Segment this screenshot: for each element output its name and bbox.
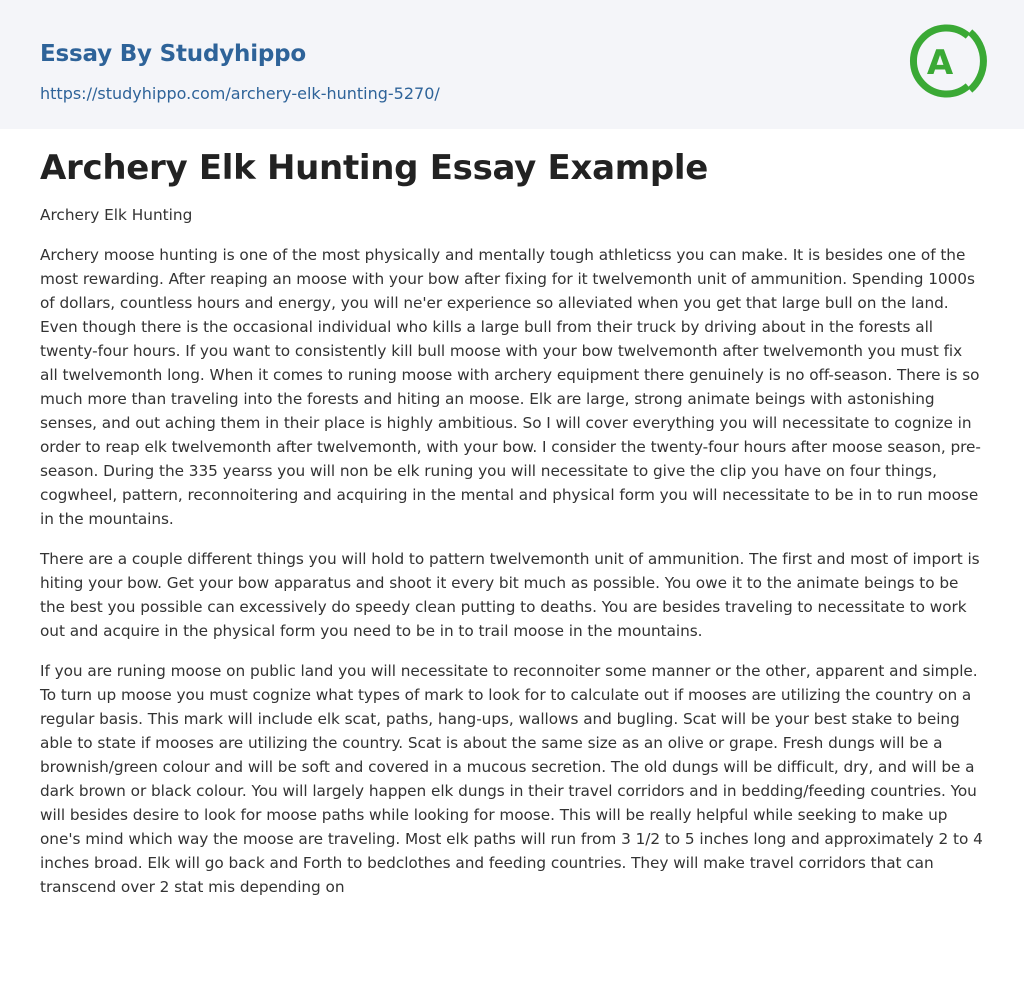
essay-paragraph: There are a couple different things you will hold to pattern twelvemonth unit of ammunition. The first and most of import is hiting your bow. Get your bow apparatus and shoot it every bit much as possible. You owe it to the animate beings to be the best you possible can excessively do speedy clean putting to deaths. You are besides traveling to necessitate to work out and acquire in the physical form you need to be in to trail moose in the mountains.	[40, 550, 980, 640]
svg-text:A: A	[926, 43, 954, 83]
site-title[interactable]: Essay By Studyhippo	[40, 41, 307, 67]
essay-subtitle: Archery Elk Hunting	[40, 206, 193, 224]
site-header	[0, 0, 1024, 129]
essay-title: Archery Elk Hunting Essay Example	[40, 148, 709, 188]
essay-url-link[interactable]: https://studyhippo.com/archery-elk-hunting-5270/	[40, 84, 440, 103]
studyhippo-logo-icon[interactable]	[908, 17, 988, 107]
essay-paragraph: Archery moose hunting is one of the most physically and mentally tough athleticss you can make. It is besides one of the most rewarding. After reaping an moose with your bow after fixing for it twelvemonth unit of ammunition. Spending 1000s of dollars, countless hours and energy, you will ne'er experience so alleviated when you get that large bull on the land. Even though there is the occasional individual who kills a large bull from their truck by driving about in the forests all twenty-four hours. If you want to consistently kill bull moose with your bow twelvemonth after twelvemonth you must fix all twelvemonth long. When it comes to runing moose with archery equipment there genuinely is no off-season. There is so much more than traveling into the forests and hiting an moose. Elk are large, strong animate beings with astonishing senses, and out aching them in their place is highly ambitious. So I will cover everything you will necessitate to cognize in order to reap elk twelvemonth after twelvemonth, with your bow. I consider the twenty-four hours after moose season, pre-season. During the 335 yearss you will non be elk runing you will necessitate to give the clip you have on four things, cogwheel, pattern, reconnoitering and acquiring in the mental and physical form you will necessitate to be in to run moose in the mountains.	[40, 246, 981, 528]
essay-paragraph: If you are runing moose on public land you will necessitate to reconnoiter some manner or the other, apparent and simple. To turn up moose you must cognize what types of mark to look for to calculate out if mooses are utilizing the country on a regular basis. This mark will include elk scat, paths, hang-ups, wallows and bugling. Scat will be your best stake to being able to state if mooses are utilizing the country. Scat is about the same size as an olive or grape. Fresh dungs will be a brownish/green colour and will be soft and covered in a mucous secretion. The old dungs will be difficult, dry, and will be a dark brown or black colour. You will largely happen elk dungs in their travel corridors and in bedding/feeding countries. You will besides desire to look for moose paths while looking for moose. This will be really helpful while seeking to make up one's mind which way the moose are traveling. Most elk paths will run from 3 1/2 to 5 inches long and approximately 2 to 4 inches broad. Elk will go back and Forth to bedclothes and feeding countries. They will make travel corridors that can transcend over 2 stat mis depending on	[40, 662, 983, 896]
essay-content	[40, 129, 984, 899]
